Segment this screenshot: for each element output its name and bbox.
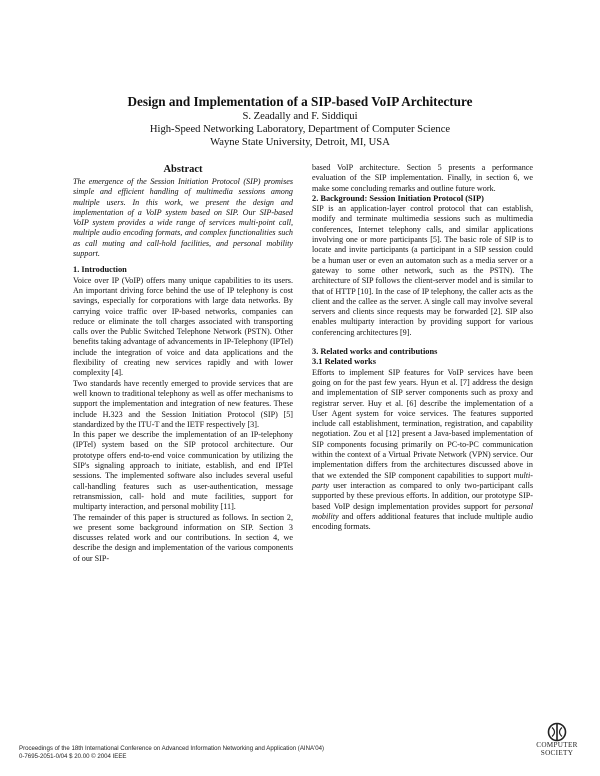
logo-text-society: SOCIETY	[540, 748, 574, 757]
section-heading-introduction: 1. Introduction	[73, 265, 127, 275]
related-works-emphasis-multiparty: multi-party	[312, 470, 533, 490]
background-paragraph: SIP is an application-layer control protocol that can establish, modify and terminate multimedia sessions such as multimedia conferences, Internet telephony calls, and similar applications involving one or more participants [5]. The basic role of SIP is to locate and invite participants (a participant in a SIP session could be a human user or even an automaton such as a media server or a gateway to some other network, such as the PSTN). The architecture of SIP follows the client-server model and is similar to that of HTTP [10]. In the case of IP telephony, the caller acts as the client and the callee as the server. A single call may involve several servers and clients since requests may be forwarded [2]. SIP also enables multiparty interaction by providing support for various conferencing architectures [9].	[312, 204, 533, 337]
related-works-text-c: and offers additional features that include multiple audio encoding formats.	[312, 511, 533, 532]
abstract-text: The emergence of the Session Initiation Protocol (SIP) promises simple and efficient handling of multimedia sessions among multiple users. In this work, we present the design and implementation of a VoIP system based on SIP. Our SIP-based VoIP system provides a wide range of services multi-point call, multiple audio encoding formats, and complex functionalities such as call muting and call-hold facilities, and personal mobility support.	[73, 177, 293, 259]
paper-title: Design and Implementation of a SIP-based VoIP Architecture	[127, 94, 473, 109]
intro-paragraph-2: Two standards have recently emerged to provide services that are well known to traditional telephony as well as offer mechanisms to support the implementation and integration of new features. These include H.323 and the Session Initiation Protocol (SIP) [5] standardized by the ITU-T and the IETF respectively [3].	[73, 378, 293, 429]
related-works-emphasis-mobility: personal mobility	[312, 501, 533, 521]
intro-paragraph-4-continued: based VoIP architecture. Section 5 presents a performance evaluation of the SIP implementation. Finally, in section 6, we make some concluding remarks and outline future work.	[312, 163, 533, 193]
author-affiliation: High-Speed Networking Laboratory, Department of Computer Science	[149, 124, 451, 135]
logo-text-computer: COMPUTER	[536, 741, 578, 749]
subsection-heading-related-works: 3.1 Related works	[312, 357, 376, 367]
paper-authors: S. Zeadally and F. Siddiqui	[242, 111, 358, 122]
related-works-text-b: user interaction as compared to only two-participant calls supported by these previous efforts. In addition, our prototype SIP-based VoIP design implementation provides support for	[312, 480, 533, 511]
left-column	[73, 163, 293, 564]
footer-proceedings: Proceedings of the 18th International Conference on Advanced Information Networking and Application (AINA'04)	[19, 745, 325, 752]
page-footer	[19, 745, 324, 761]
intro-paragraph-1: Voice over IP (VoIP) offers many unique capabilities to its users. An important driving force behind the use of IP telephony is cost savings, especially for corporations with large data networks. By carrying voice traffic over IP-based networks, companies can reduce or eliminate the toll charges associated with transporting calls over the Public Switched Telephone Network (PSTN). Other benefits taking advantage of advancements in IP-Telephony (IPTel) include the integration of voice and data applications and the flexibility of creating new services rapidly and with lower complexity [4].	[73, 275, 293, 378]
computer-society-logo	[527, 722, 587, 757]
intro-paragraph-3: In this paper we describe the implementation of an IP-telephony (IPTel) system based on the SIP protocol architecture. Our prototype offers end-to-end voice communication by utilizing the SIP's signaling approach to initiate, establish, and end IPTel sessions. The implemented software also includes several useful call-handling features such as user-authentication, message retransmission, call- hold and mute facilities, support for multiparty interaction, and personal mobility [11].	[73, 430, 293, 512]
related-works-paragraph	[312, 368, 533, 533]
right-column	[312, 163, 533, 532]
section-heading-related-works: 3. Related works and contributions	[312, 347, 438, 357]
abstract-heading: Abstract	[163, 164, 203, 175]
related-works-text-a: Efforts to implement SIP features for VoIP services have been going on for the past few years. Hyun et al. [7] address the design and implementation of SIP server components such as proxy and registrar server. Huy et al. [6] describe the implementation of a User Agent system for voice services. The features supported include call establishment, termination, registration, and capability negotiation. Zou et al [12] present a Java-based implementation of SIP components focusing primarily on PC-to-PC communication within the context of a Virtual Private Network (VPN) service. Our implementation differs from the architectures discussed above in that we extended the SIP component capabilities to support	[312, 367, 533, 480]
paper-header	[0, 94, 600, 149]
author-address: Wayne State University, Detroit, MI, USA	[210, 137, 390, 148]
computer-society-emblem-icon	[546, 722, 568, 742]
section-heading-background: 2. Background: Session Initiation Protocol (SIP)	[312, 193, 484, 203]
footer-copyright: 0-7695-2051-0/04 $ 20.00 © 2004 IEEE	[19, 753, 127, 760]
intro-paragraph-4: The remainder of this paper is structured as follows. In section 2, we present some background information on SIP. Section 3 discusses related work and our contributions. In section 4, we describe the design and implementation of the various components of our SIP-	[73, 512, 293, 563]
